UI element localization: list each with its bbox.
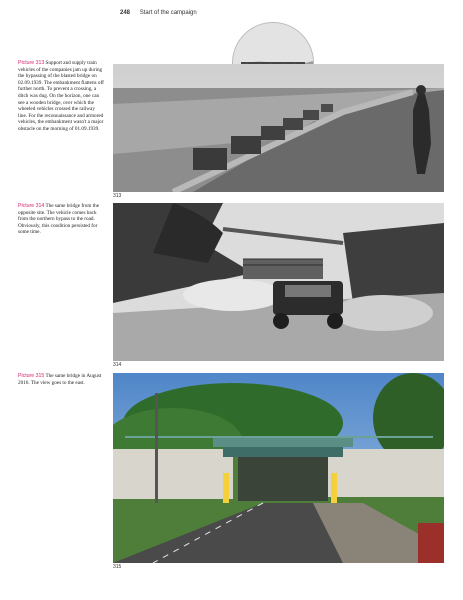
photo-314-blasted-bridge [113,203,444,361]
caption-picture-314 [18,203,104,236]
photo-315-bridge-2016 [113,373,444,563]
caption-label: Picture 313 [18,60,45,66]
caption-text: The same bridge from the opposite site. The vehicle comes back from the northern bypass to the road. Obviously, this condition persisted for some time. [18,203,100,236]
caption-picture-313 [18,60,104,133]
running-header [120,10,197,16]
photo-number-313: 313 [113,193,122,199]
photo-number-314: 314 [113,362,122,368]
caption-text: Support and supply train vehicles of the companies jam up during the bypassing of the blasted bridge on 02.09.1939. The embankment flattens off further north. To prevent a crossing, a ditch was dug. On the horizon, one can see a wooden bridge, over which the wheeled vehicles crossed the railway line. For the reconnaissance and armored vehicles, the embankment wasn't a major obstacle on the morning of 01.09.1939. [18,60,104,132]
page-number: 248 [120,10,131,16]
caption-text: The same bridge in August 2016. The view goes to the east. [18,373,102,386]
chapter-title: Start of the campaign [139,10,197,16]
caption-label: Picture 314 [18,203,45,209]
caption-picture-315 [18,373,104,386]
photo-313-vehicle-column [113,64,444,192]
photo-number-315: 315 [113,564,122,570]
caption-label: Picture 315 [18,373,45,379]
